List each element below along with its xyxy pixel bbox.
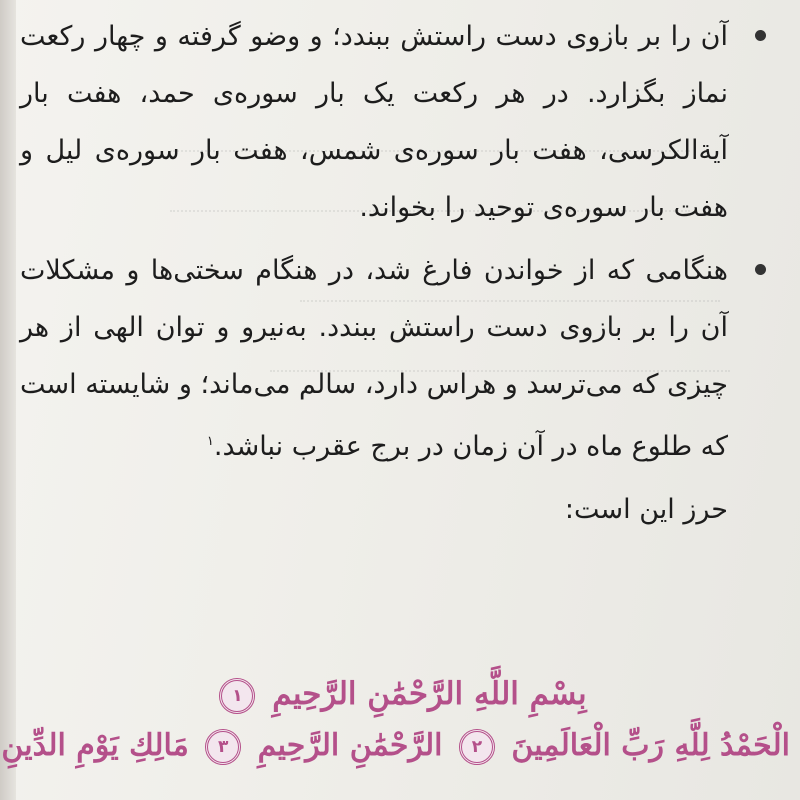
basmala-text: بِسْمِ اللَّهِ الرَّحْمَٰنِ الرَّحِيمِ <box>272 676 587 712</box>
paragraph-2-text: هنگامی که از خواندن فارغ شد، در هنگام سختی‌ها و مشکلات آن را بر بازوی دست راستش ببندد. به‌نیرو و توان الهی از هر چیزی که می‌ترسد و هراس دارد، سالم می‌ماند؛ و شایسته است که طلوع ماه در آن زمان در برج عقرب نباشد. <box>20 255 728 462</box>
ayah-2-text: الْحَمْدُ لِلَّهِ رَبِّ الْعَالَمِينَ <box>511 728 790 763</box>
amulet-intro: حرز این است: <box>564 494 728 525</box>
ayah-number-1: ۱ <box>219 678 255 714</box>
verse-line-1 <box>10 676 790 714</box>
bullet-icon <box>755 30 766 41</box>
paragraph-1-text: آن را بر بازوی دست راستش ببندد؛ و وضو گرفته و چهار رکعت نماز بگزارد. در هر رکعت یک بار سوره‌ی حمد، هفت بار آیة‌الکرسی، هفت بار سوره‌ی شمس، هفت بار سوره‌ی لیل و هفت بار سوره‌ی توحید را بخواند. <box>20 21 728 223</box>
verse-line-2 <box>1 728 790 765</box>
ayah-3-text: الرَّحْمَٰنِ الرَّحِيمِ <box>257 728 443 763</box>
paragraph-1 <box>20 8 772 236</box>
bullet-icon <box>755 264 766 275</box>
ayah-number-3: ۳ <box>205 729 241 765</box>
main-text <box>20 8 772 538</box>
ayah-number-2: ۲ <box>459 729 495 765</box>
ayah-4-text: مَالِكِ يَوْمِ الدِّينِ <box>1 728 189 763</box>
footnote-marker: ۱ <box>206 434 214 449</box>
paragraph-2 <box>20 242 772 475</box>
